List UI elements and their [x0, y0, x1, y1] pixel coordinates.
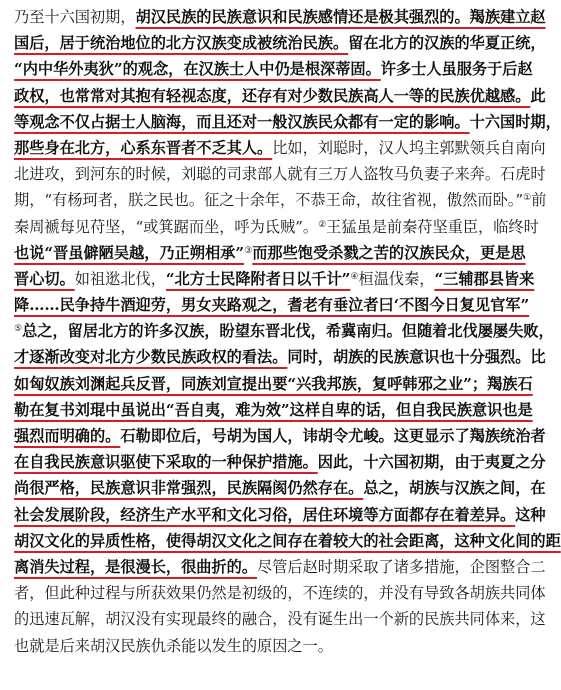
text-line: [14, 423, 546, 449]
text-segment: 总之，留居北方的许多汉族，盼望东晋北伐，希冀南归。但随着北伐屡屡失败，: [22, 322, 554, 341]
text-segment: 前: [531, 191, 547, 210]
text-line: [14, 266, 535, 292]
text-segment: 秦周褫每见苻坚，“或箕踞而坐，呼为氐贼”。: [14, 217, 319, 236]
text-line: [14, 292, 530, 318]
text-line: [14, 449, 546, 475]
underlined-text: 离消失过程，是很漫长，很曲折的。: [14, 557, 257, 576]
underlined-text: 才逐渐改变对北方少数民族政权的看法。: [14, 348, 288, 367]
text-segment: 尽管后赵时期采取了诸多措施，企图整合二: [257, 557, 546, 576]
text-segment: 此: [530, 86, 546, 105]
text-segment: 比如，刘聪时，汉人坞主郭默领兵自南向: [272, 138, 546, 157]
text-segment: 桓温伐秦，: [358, 269, 435, 288]
text-segment: 的迅速瓦解，胡汉没有实现最终的融合，没有诞生出一个新的民族共同体来，这: [14, 610, 546, 629]
footnote-marker: ①: [523, 193, 532, 204]
text-line: [14, 344, 546, 370]
text-segment: 留在北方的汉族的华夏正统，: [348, 34, 546, 53]
text-line: [14, 161, 546, 187]
text-line: [14, 83, 546, 109]
underlined-text: 也说“晋虽僻陋吴越，乃正朔相承”: [14, 243, 245, 262]
footnote-marker: ②: [318, 219, 327, 230]
text-line: [14, 214, 539, 240]
text-segment: 许多士人虽服务于后赵: [380, 60, 533, 79]
text-segment: 北进攻，到河东的时候，刘聪的司隶部人就有三万人盗牧马负妻子来奔。石虎时: [14, 165, 546, 184]
underlined-text: 而那些饱受杀戮之苦的汉族民众，更是思: [252, 243, 526, 262]
underlined-text: 社会发展阶段，经济生产水平和文化习俗，居住环境等方面都存在着差异。: [14, 505, 516, 524]
text-segment: 总之，胡族与汉族之间，在: [363, 479, 546, 498]
underlined-text: 强烈而明确的。: [14, 427, 121, 445]
text-line: [14, 580, 546, 606]
text-segment: 同时，胡族的民族意识也十分强烈。比: [287, 348, 546, 367]
text-line: [14, 371, 533, 397]
text-line: [14, 30, 546, 56]
text-segment: 石勒即位后，号胡为国人，讳胡令尤峻。这更显示了羯族统治者: [120, 427, 546, 445]
footnote-marker: ③: [244, 245, 253, 256]
text-segment: 期，“有杨珂者，朕之民也。征之十余年，不恭王命，故往省视，傲然而卧。”: [14, 191, 524, 210]
underlined-text: “内中华外夷狄”的观念，在汉族士人中仍是根深蒂固。: [14, 60, 381, 79]
underlined-text: 尚很严格，民族意识非常强烈，民族隔阂仍然存在。: [14, 479, 364, 498]
underlined-text: 胡汉民族的民族意识和民族感情还是极其强烈的。羯族建立赵: [135, 8, 546, 26]
text-segment: 者，但此种过程与所获效果仍然是初级的，不连续的，并没有导致各胡族共同体: [14, 584, 546, 603]
underlined-text: 如匈奴族刘渊起兵反晋，同族刘宣提出要“兴我邦族，复呼韩邪之业”；羯族石: [14, 374, 533, 393]
text-segment: 乃至十六国初期，: [14, 8, 136, 26]
underlined-text: 胡汉文化的异质性格，使得胡汉文化之间存在着较大的社会距离，这种文化间的距: [14, 531, 561, 550]
text-line: [14, 109, 561, 135]
text-line: [14, 633, 480, 659]
text-line: [14, 187, 547, 213]
underlined-text: 政权，也常常对其抱有轻视态度，还存有对少数民族高人一等的民族优越感。: [14, 86, 531, 105]
underlined-text: “北方士民降附者日以千计”: [165, 269, 351, 288]
text-line: [14, 528, 561, 554]
text-segment: 十六国时期，: [469, 112, 561, 131]
underlined-text: 降……民争持牛酒迎劳，男女夹路观之，耆老有垂泣者曰‘不图今日复见官军”: [14, 296, 530, 315]
footnote-marker: ④: [350, 271, 359, 282]
text-line: [14, 502, 546, 528]
text-line: [14, 475, 546, 501]
text-line: [14, 318, 554, 344]
text-line: [14, 606, 546, 632]
text-segment: 如祖逖北伐，: [74, 269, 166, 288]
text-line: [14, 56, 533, 82]
text-segment: 也就是后来胡汉民族仇杀能以发生的原因之一。: [14, 636, 333, 655]
underlined-text: 勒在复书刘琨中虽说出“吾自夷，难为效”这样自卑的话，但自我民族意识也是: [14, 400, 533, 419]
underlined-text: 等观念不仅占据士人脑海，而且还对一般汉族民众都有一定的影响。: [14, 112, 470, 131]
footnote-marker: ⑤: [14, 324, 23, 335]
underlined-text: 国后，居于统治地位的北方汉族变成被统治民族。: [14, 34, 349, 53]
text-line: [14, 554, 546, 580]
underlined-text: 那些身在北方，心系东晋者不乏其人。: [14, 138, 273, 157]
underlined-text: “三辅郡县皆来: [434, 269, 535, 288]
text-segment: 这种: [515, 505, 546, 524]
underlined-text: 晋心切。: [14, 269, 75, 288]
text-line: [14, 397, 533, 423]
text-segment: 王猛虽是前秦苻坚重臣，临终时: [326, 217, 539, 236]
text-segment: 因此，十六国初期，由于夷夏之分: [317, 453, 546, 472]
text-line: [14, 240, 526, 266]
text-line: [14, 135, 546, 161]
document-page: [14, 4, 561, 686]
text-line: [14, 4, 546, 30]
underlined-text: 在自我民族意识驱使下采取的一种保护措施。: [14, 453, 318, 472]
